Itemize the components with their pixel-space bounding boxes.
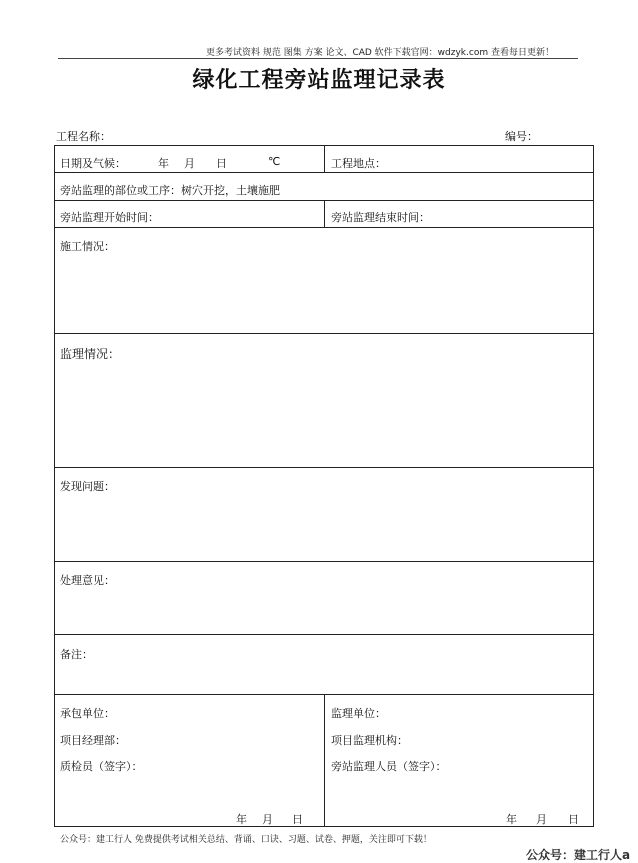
year-label: 年 — [158, 157, 169, 170]
contractor-label: 承包单位： — [60, 707, 115, 720]
right-month-label: 月 — [536, 813, 547, 826]
part-process-text: 旁站监理的部位或工序：树穴开挖，土壤施肥 — [60, 184, 280, 197]
onsite-supervisor-sign-label: 旁站监理人员（签字）： — [331, 760, 447, 773]
left-day-label: 日 — [292, 813, 303, 826]
pm-dept-label: 项目经理部： — [60, 734, 126, 747]
remarks-label: 备注： — [60, 648, 93, 661]
row-divider — [54, 227, 594, 228]
left-year-label: 年 — [236, 813, 247, 826]
page-title: 绿化工程旁站监理记录表 — [192, 68, 446, 93]
qc-sign-label: 质检员（签字）： — [60, 760, 143, 773]
problems-label: 发现问题： — [60, 480, 115, 493]
supervision-label: 监理情况： — [60, 347, 121, 361]
project-name-label: 工程名称： — [56, 130, 111, 143]
row-divider — [54, 172, 594, 173]
top-rule — [58, 58, 578, 59]
row-divider — [54, 333, 594, 334]
watermark: 公众号：建工行人a — [526, 848, 631, 862]
row-divider — [54, 561, 594, 562]
top-banner: 更多考试资料 规范 图集 方案 论文、CAD 软件下载官网：wdzyk.com 查看每日更新！ — [206, 48, 554, 58]
opinion-label: 处理意见： — [60, 574, 115, 587]
start-time-label: 旁站监理开始时间： — [60, 211, 159, 224]
location-label: 工程地点： — [331, 157, 386, 170]
row-divider — [54, 467, 594, 468]
number-label: 编号： — [505, 130, 538, 143]
day-label: 日 — [216, 157, 227, 170]
column-divider — [324, 200, 325, 227]
bottom-note: 公众号：建工行人 免费提供考试相关总结、背诵、口诀、习题、试卷、押题，关注即可下载！ — [60, 835, 432, 845]
right-day-label: 日 — [568, 813, 579, 826]
month-label: 月 — [184, 157, 195, 170]
date-weather-label: 日期及气候： — [60, 157, 126, 170]
end-time-label: 旁站监理结束时间： — [331, 211, 430, 224]
column-divider — [324, 145, 325, 172]
left-month-label: 月 — [262, 813, 273, 826]
construction-label: 施工情况： — [60, 240, 115, 253]
supervisor-unit-label: 监理单位： — [331, 707, 386, 720]
column-divider — [324, 694, 325, 827]
project-supervision-label: 项目监理机构： — [331, 734, 408, 747]
row-divider — [54, 634, 594, 635]
right-year-label: 年 — [506, 813, 517, 826]
celsius-label: ℃ — [268, 155, 281, 168]
